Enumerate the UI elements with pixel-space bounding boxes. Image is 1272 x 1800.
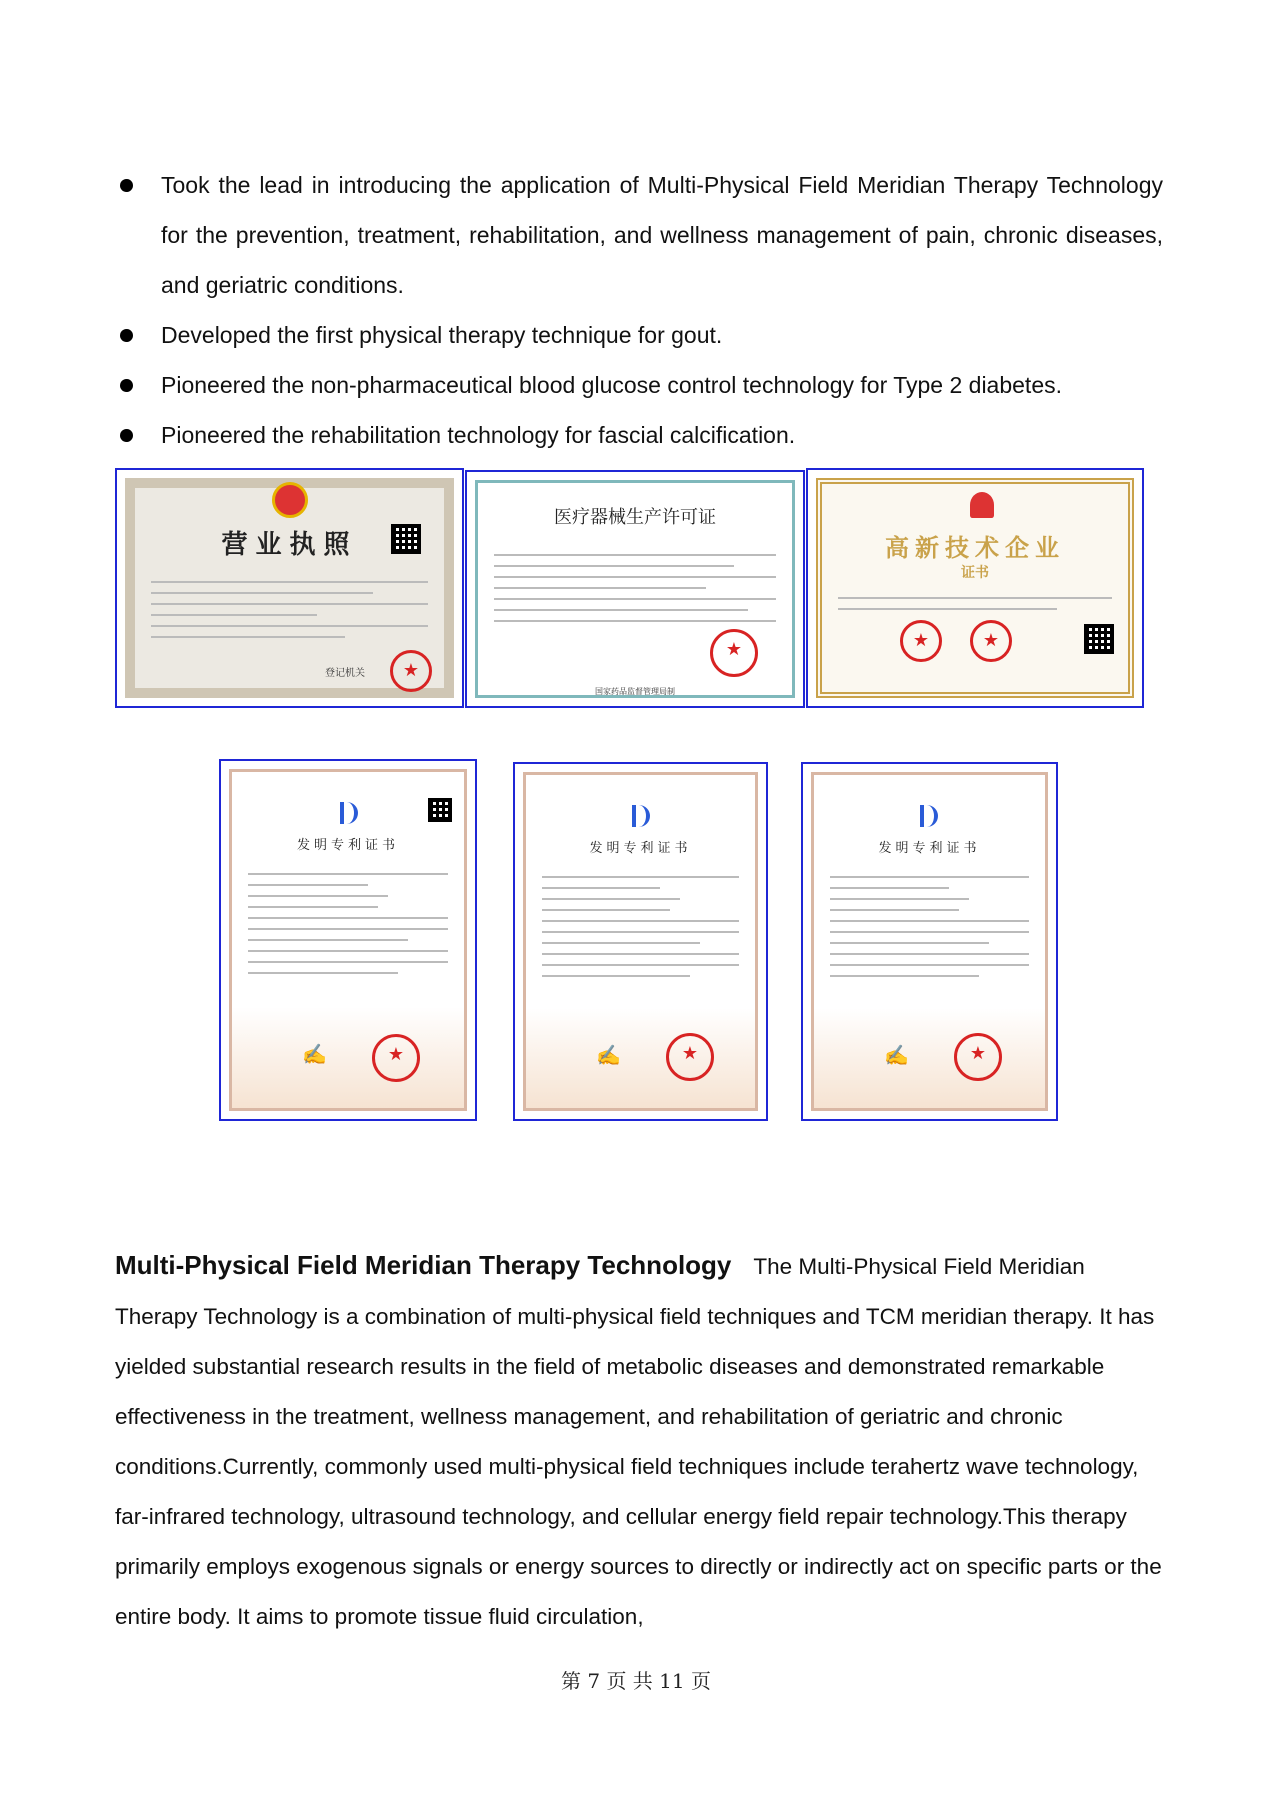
section-body: The Multi-Physical Field Meridian Therapy Technology is a combination of multi-physical field techniques and TCM meridian therapy. It has yielded substantial research results in the field of metabolic diseases and demonstrated remarkable effectiveness in the treatment, wellness management, and rehabilitation of geriatric and chronic conditions.Currently, commonly used multi-physical field techniques include terahertz wave technology, far-infrared technology, ultrasound technology, and cellular energy field repair technology.This therapy primarily employs exogenous signals or energy sources to directly or indirectly act on specific parts or the entire body. It aims to promote tissue fluid circulation, (115, 1254, 1162, 1629)
bullet-icon (120, 179, 133, 192)
bullet-icon (120, 379, 133, 392)
achievement-list (115, 160, 1163, 460)
medical-device-license-image (465, 470, 805, 708)
certificate-title: 高新技术企业 (885, 534, 1065, 562)
bullet-icon (120, 329, 133, 342)
high-tech-enterprise-certificate-image (806, 468, 1144, 708)
signature: ✍ (884, 1043, 909, 1067)
qr-code-icon (391, 524, 421, 554)
list-item (115, 310, 1163, 360)
qr-code-icon (1084, 624, 1114, 654)
flame-logo-icon (970, 492, 994, 518)
technology-section (115, 1240, 1163, 1642)
red-seal-icon (710, 629, 758, 677)
certificate-footer-text: 登记机关 (325, 668, 365, 679)
patent-office-logo-icon (340, 802, 358, 824)
business-license-image (115, 468, 464, 708)
national-emblem-icon (272, 482, 308, 518)
section-heading: Multi-Physical Field Meridian Therapy Technology (115, 1250, 732, 1280)
patent-office-logo-icon (920, 805, 938, 827)
list-item-text: Pioneered the rehabilitation technology for fascial calcification. (161, 422, 796, 448)
page-number: 第 7 页 共 11 页 (561, 1669, 711, 1693)
certificate-title: 发明专利证书 (589, 841, 692, 856)
certificate-footer-text: 国家药品监督管理局制 (595, 687, 675, 696)
list-item (115, 360, 1163, 410)
list-item-text: Pioneered the non-pharmaceutical blood glucose control technology for Type 2 diabetes. (161, 372, 1062, 398)
patent-certificate-image (801, 762, 1058, 1121)
list-item-text: Developed the first physical therapy technique for gout. (161, 322, 723, 348)
patent-certificate-image (513, 762, 768, 1121)
list-item (115, 160, 1163, 310)
certificate-title: 发明专利证书 (296, 838, 399, 853)
red-seal-icon (372, 1034, 420, 1082)
signature: ✍ (596, 1043, 621, 1067)
signature: ✍ (302, 1042, 327, 1066)
red-seal-icon (954, 1033, 1002, 1081)
red-seal-icon (666, 1033, 714, 1081)
certificate-title: 营业执照 (221, 530, 358, 560)
list-item (115, 410, 1163, 460)
list-item-text: Took the lead in introducing the application of Multi-Physical Field Meridian Therapy Technology for the prevention, treatment, rehabilitation, and wellness management of pain, chronic diseases, and geriatric conditions. (161, 172, 1163, 298)
certificate-title: 发明专利证书 (878, 841, 981, 856)
red-seal-icon (900, 620, 942, 662)
patent-office-logo-icon (632, 805, 650, 827)
red-seal-icon (390, 650, 432, 692)
certificate-title: 医疗器械生产许可证 (554, 507, 716, 528)
red-seal-icon (970, 620, 1012, 662)
certificate-subtitle: 证书 (961, 565, 989, 581)
bullet-icon (120, 429, 133, 442)
qr-code-icon (428, 798, 452, 822)
patent-certificate-image (219, 759, 477, 1121)
